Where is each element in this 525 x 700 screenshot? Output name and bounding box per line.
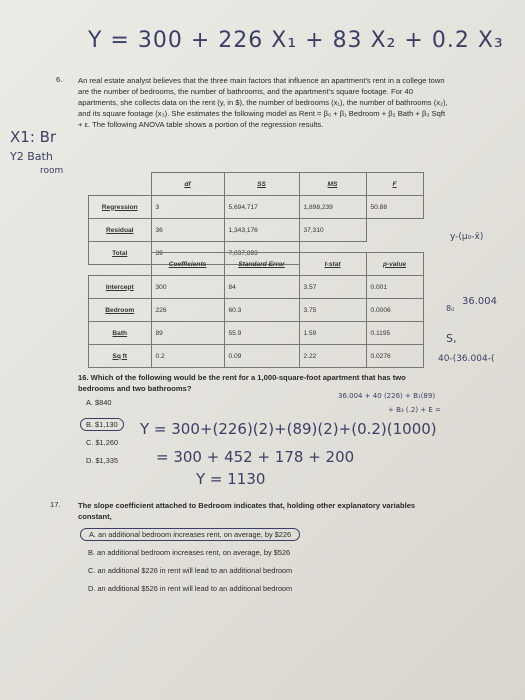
anova-header-ss: SS <box>224 173 299 196</box>
handwritten-side-note-3: 8₀ <box>446 304 455 313</box>
coef-cell: 300 <box>151 276 224 299</box>
anova-cell: 36 <box>151 219 224 242</box>
coef-row-bath <box>89 322 424 345</box>
coef-cell: 0.09 <box>224 345 299 368</box>
coef-cell: 3.75 <box>299 299 366 322</box>
anova-row-regression <box>89 196 424 219</box>
handwritten-side-note-2: 36.004 <box>462 296 497 307</box>
coef-cell: 89 <box>151 322 224 345</box>
coef-cell: 1.59 <box>299 322 366 345</box>
handwritten-equation: Y = 300 + 226 X₁ + 83 X₂ + 0.2 X₃ <box>88 28 504 53</box>
anova-cell: 37,310 <box>299 219 366 242</box>
question-16-text: 16. Which of the following would be the rent for a 1,000-square-foot apartment that has two bedrooms and two bathrooms? <box>78 373 406 393</box>
coef-cell: Intercept <box>89 276 152 299</box>
handwritten-x2-note: Y2 Bath <box>10 150 53 163</box>
coef-cell: 2.22 <box>299 345 366 368</box>
coef-header-blank <box>89 253 152 276</box>
anova-cell: 39 <box>151 242 224 265</box>
handwritten-calc-line-2: = 300 + 452 + 178 + 200 <box>156 448 355 466</box>
anova-header-ms: MS <box>299 173 366 196</box>
q16-option-c[interactable]: C. $1,260 <box>86 438 119 447</box>
handwritten-side-note-1: y-(μ₀-x̄) <box>450 232 484 242</box>
coef-cell: 0.0006 <box>366 299 423 322</box>
anova-cell: 7,037,893 <box>224 242 299 265</box>
coef-header-standard-error: Standard Error <box>224 253 299 276</box>
q17-option-d[interactable]: D. an additional $526 in rent will lead to an additional bedroom <box>88 584 293 593</box>
coef-cell: 0.1195 <box>366 322 423 345</box>
handwritten-side-note-4: S, <box>446 332 457 345</box>
anova-cell: Regression <box>89 196 152 219</box>
question-17-text: The slope coefficient attached to Bedroom indicates that, holding other explanatory variables constant, <box>78 501 416 521</box>
handwritten-calc-top-2: + B₃ (.2) + E = <box>388 406 441 414</box>
anova-cell: Residual <box>89 219 152 242</box>
question-6-text: An real estate analyst believes that the three main factors that influence an apartment's rent in a college town are the number of bedrooms, the number of bathrooms, and the apartment's square footage. For 40 apartments, she collects data on the rent (y, in $), the number of bedrooms (x₁), the number of bathrooms (x₂), and its square footage (x₃). She estimates the following model as Rent = β₀ + β₁ Bedroom + β₂ Bath + β₃ Sqft + ε. The following ANOVA table shows a portion of the regression results. <box>78 76 448 129</box>
coef-cell: Bath <box>89 322 152 345</box>
coef-cell: Bedroom <box>89 299 152 322</box>
coef-row-sqft <box>89 345 424 368</box>
handwritten-x1-note: X1: Br <box>10 128 57 146</box>
anova-cell: 1,343,176 <box>224 219 299 242</box>
coef-row-intercept <box>89 276 424 299</box>
q16-option-a[interactable]: A. $840 <box>86 398 112 407</box>
q17-option-b[interactable]: B. an additional bedroom increases rent, on average, by $526 <box>88 548 291 557</box>
coef-header-coefficients: Coefficients <box>151 253 224 276</box>
anova-row-residual <box>89 219 424 242</box>
q16-option-d[interactable]: D. $1,335 <box>86 456 119 465</box>
coef-header-row <box>89 253 424 276</box>
anova-header-blank <box>89 173 152 196</box>
anova-cell <box>366 219 423 242</box>
anova-header-row <box>89 173 424 196</box>
coef-cell: 84 <box>224 276 299 299</box>
coef-cell: 0.0276 <box>366 345 423 368</box>
coef-cell: 60.3 <box>224 299 299 322</box>
q16-option-b-circled[interactable]: B. $1,130 <box>80 418 124 431</box>
anova-cell: 5,694,717 <box>224 196 299 219</box>
handwritten-calc-top: 36.004 + 40 (226) + B₁(89) <box>338 392 436 400</box>
question-17-number: 17. <box>50 500 61 509</box>
question-6-number: 6. <box>56 75 63 84</box>
anova-cell: 3 <box>151 196 224 219</box>
coef-cell: 0.2 <box>151 345 224 368</box>
handwritten-side-note-5: 40-(36.004-( <box>438 354 495 364</box>
anova-header-df: df <box>151 173 224 196</box>
handwritten-calc-line-1: Y = 300+(226)(2)+(89)(2)+(0.2)(1000) <box>140 420 437 438</box>
coef-cell: 0.001 <box>366 276 423 299</box>
coef-header-p-value: p-value <box>366 253 423 276</box>
coef-row-bedroom <box>89 299 424 322</box>
handwritten-calc-line-3: Y = 1130 <box>196 470 266 488</box>
coef-cell: 226 <box>151 299 224 322</box>
coefficients-table <box>88 252 424 368</box>
q17-option-c[interactable]: C. an additional $226 in rent will lead to an additional bedroom <box>88 566 293 575</box>
coef-cell: 3.57 <box>299 276 366 299</box>
q17-option-a-circled[interactable]: A. an additional bedroom increases rent, on average, by $226 <box>80 528 300 541</box>
anova-header-f: F <box>366 173 423 196</box>
handwritten-room-note: room <box>40 166 64 176</box>
anova-cell: 50.88 <box>366 196 423 219</box>
anova-cell: 1,898,239 <box>299 196 366 219</box>
coef-cell: Sq ft <box>89 345 152 368</box>
coef-cell: 55.9 <box>224 322 299 345</box>
anova-cell: Total <box>89 242 152 265</box>
coef-header-t-stat: t-stat <box>299 253 366 276</box>
